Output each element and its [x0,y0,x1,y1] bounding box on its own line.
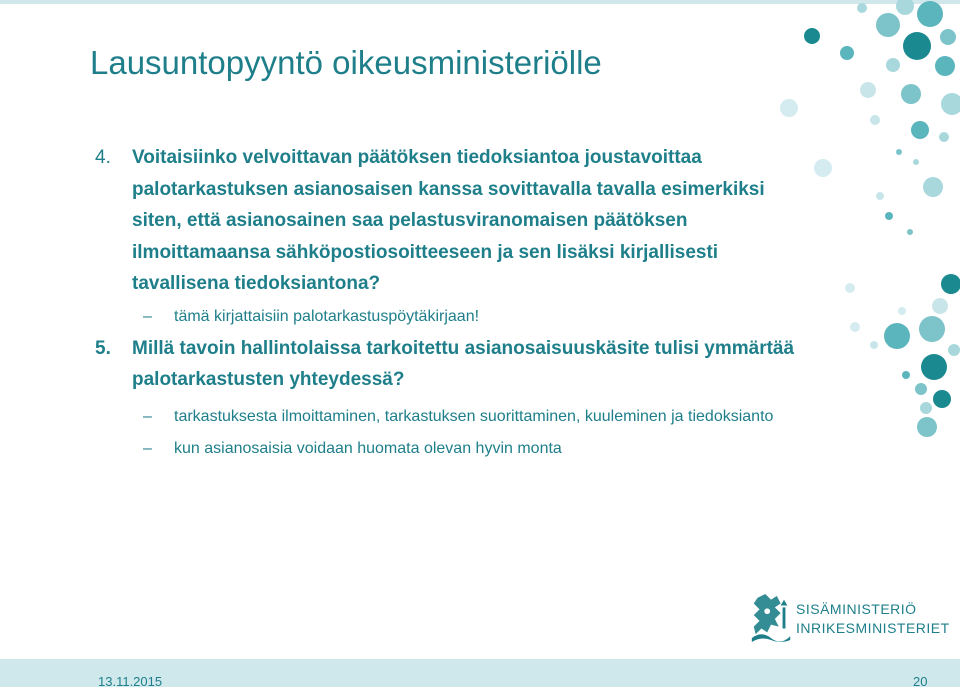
dash-bullet: – [143,307,152,325]
page-number: 20 [913,674,928,689]
item-number: 5. [95,337,111,359]
question-item-5 [95,333,795,396]
dot-cluster [780,0,960,437]
item-text: Millä tavoin hallintolaissa tarkoitettu asianosaisuuskäsite tulisi ymmärtää palotarkastusten yhteydessä? [132,337,795,390]
logo-line-2: INRIKESMINISTERIET [796,620,950,636]
ministry-logo-text [796,600,950,638]
top-bar [0,0,960,4]
sub-item [95,433,795,464]
question-item-4 [95,142,795,300]
dash-bullet: – [143,407,152,425]
item-text: Voitaisiinko velvoittavan päätöksen tiedoksiantoa joustavoittaa palotarkastuksen asianosaisen kanssa sovittavalla tavalla esimerkiksi siten, että asianosainen saa pelastusviranomaisen päätöksen ilmoittamaansa sähköpostiosoitteeseen ja sen lisäksi kirjallisesti tavallisena tiedoksiantona? [132,147,765,294]
sub-item [95,401,794,432]
slide-content [95,142,795,465]
sub-item [95,301,795,332]
sub-item-text: kun asianosaisia voidaan huomata olevan hyvin monta [174,439,562,457]
lion-crest-icon [748,590,796,644]
slide-title: Lausuntopyyntö oikeusministeriölle [90,44,602,81]
logo-line-1: SISÄMINISTERIÖ [796,601,917,617]
sub-item-text: tämä kirjattaisiin palotarkastuspöytäkirjaan! [174,307,480,325]
sub-item-text: tarkastuksesta ilmoittaminen, tarkastuksen suorittaminen, kuuleminen ja tiedoksianto [174,407,774,425]
item-number: 4. [95,147,111,168]
footer-date: 13.11.2015 [98,674,163,689]
dash-bullet: – [143,439,152,457]
